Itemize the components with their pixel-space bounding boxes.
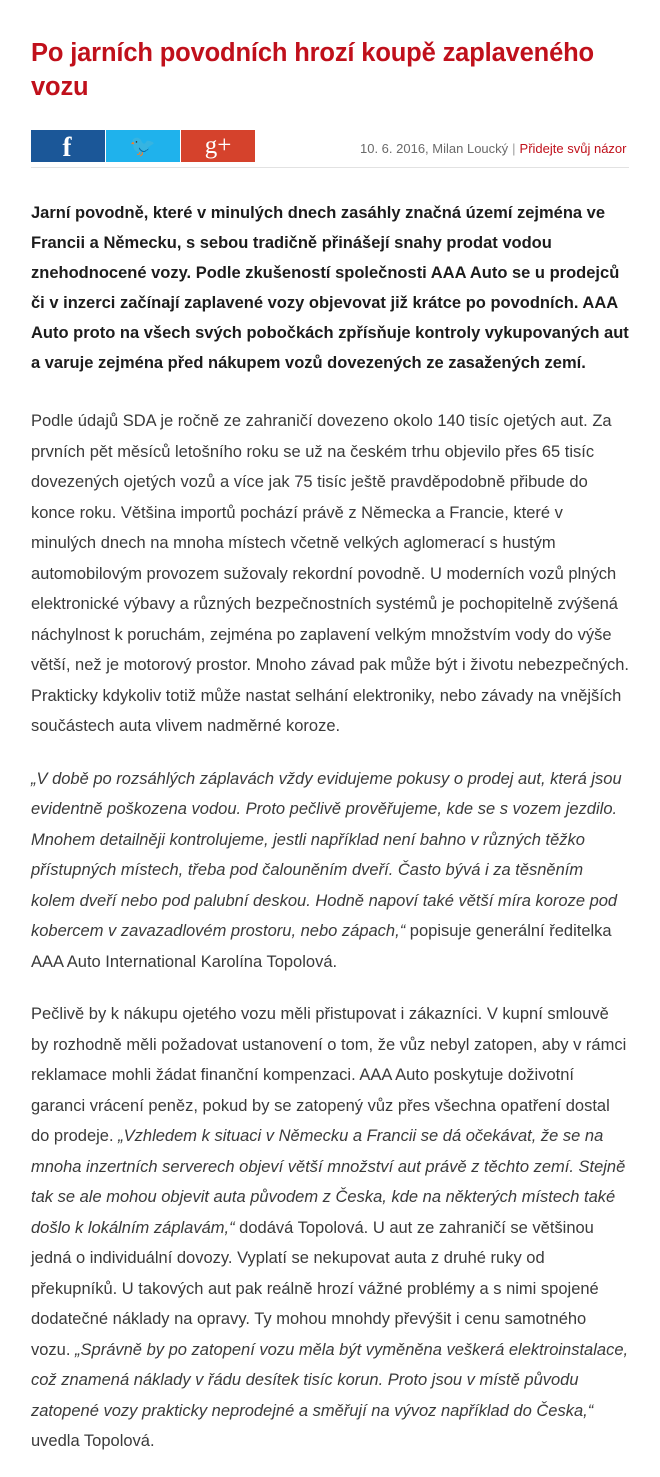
facebook-f-icon: f <box>62 131 72 162</box>
article-lead-paragraph: Jarní povodně, které v minulých dnech zasáhly značná území zejména ve Francii a Německu, s sebou tradičně přinášejí snahy prodat vodou znehodnocené vozy. Podle zkušeností společnosti AAA Auto se u prodejců či v inzerci začínají zaplavené vozy objevovat již krátce po povodních. AAA Auto proto na všech svých pobočkách zpřísňuje kontroly vykupovaných aut a varuje zejména před nákupem vozů dovezených ze zasažených zemí. <box>31 204 629 372</box>
paragraph-quote-segment: „Vzhledem k situaci v Německu a Francii se dá očekávat, že se na mnoha inzertních serverech objeví větší množství aut právě z těchto zemí. Stejně tak se ale mohou objevit auta původem z Česka, kde na některých místech také došlo k lokálním záplavám,“ <box>31 1127 626 1237</box>
byline <box>255 130 629 167</box>
quote-attribution: popisuje generální ředitelka AAA Auto International Karolína Topolová. <box>31 922 612 971</box>
page-title: Po jarních povodních hrozí koupě zaplaveného vozu <box>31 39 594 101</box>
quote-text: „V době po rozsáhlých záplavách vždy evidujeme pokusy o prodej aut, která jsou evidentně poškozena vodou. Proto pečlivě prověřujeme, kde se s vozem jezdilo. Mnohem detailněji kontrolujeme, jestli například není bahno v různých těžko přístupných místech, třeba pod čalouněním dveří. Často bývá i za těsněním kolem dveří nebo pod palubní deskou. Hodně napoví také větší míra koroze pod kobercem v zavazadlovém prostoru, nebo zápach,“ <box>31 769 622 940</box>
google-plus-icon: g+ <box>204 131 232 159</box>
article-meta-row <box>31 130 629 168</box>
add-comment-link[interactable]: Přidejte svůj názor <box>519 141 627 156</box>
share-googleplus-button[interactable] <box>181 130 255 162</box>
article-paragraph-2 <box>31 764 629 978</box>
article-paragraph-1: Podle údajů SDA je ročně ze zahraničí dovezeno okolo 140 tisíc ojetých aut. Za prvních pět měsíců letošního roku se už na českém trhu objevilo přes 65 tisíc dovezených ojetých vozů a více jak 75 tisíc ještě pravděpodobně přibude do konce roku. Většina importů pochází právě z Německa a Francie, které v minulých dnech na mnoha místech včetně velkých aglomerací s hustým automobilovým provozem sužovaly rekordní povodně. U moderních vozů plných elektronické výbavy a různých bezpečnostních systémů je pochopitelně zvýšená náchylnost k poruchám, zejména po zaplavení velkým množstvím vody do výše větší, než je motorový prostor. Mnoho závad pak může být i životu nebezpečných. Prakticky kdykoliv totiž může nastat selhání elektroniky, nebo závady na vnějších součástech auta vlivem nadměrné koroze. <box>31 412 629 735</box>
paragraph-segment: uvedla Topolová. <box>31 1432 155 1450</box>
paragraph-quote-segment: „Správně by po zatopení vozu měla být vyměněna veškerá elektroinstalace, což znamená náklady v řádu desítek tisíc korun. Proto jsou v místě původu zatopené vozy prakticky neprodejné a směřují na vývoz například do Česka,“ <box>31 1340 629 1420</box>
byline-date-author: 10. 6. 2016, Milan Loucký <box>360 141 509 156</box>
twitter-bird-icon: 🐦 <box>129 133 157 158</box>
paragraph-segment: dodává Topolová. U aut ze zahraničí se většinou jedná o individuální dovozy. Vyplatí se nekupovat auta z druhé ruky od překupníků. U takových aut pak reálně hrozí vážné problémy a s nimi spojené dodatečné náklady na opravy. Ty mohou mnohdy převýšit i cenu samotného vozu. <box>31 1218 599 1359</box>
share-twitter-button[interactable] <box>106 130 180 162</box>
social-share-group <box>31 130 255 162</box>
paragraph-segment: Pečlivě by k nákupu ojetého vozu měli přistupovat i zákazníci. V kupní smlouvě by rozhodně měli požadovat ustanovení o tom, že vůz nebyl zatopen, aby v rámci reklamace mohli žádat finanční kompenzaci. AAA Auto poskytuje doživotní garanci vrácení peněz, pokud by se zatopený vůz přes všechna opatření dostal do prodeje. <box>31 1005 627 1145</box>
byline-separator: | <box>512 141 516 156</box>
share-facebook-button[interactable] <box>31 130 105 162</box>
article-paragraph-3 <box>31 999 629 1457</box>
